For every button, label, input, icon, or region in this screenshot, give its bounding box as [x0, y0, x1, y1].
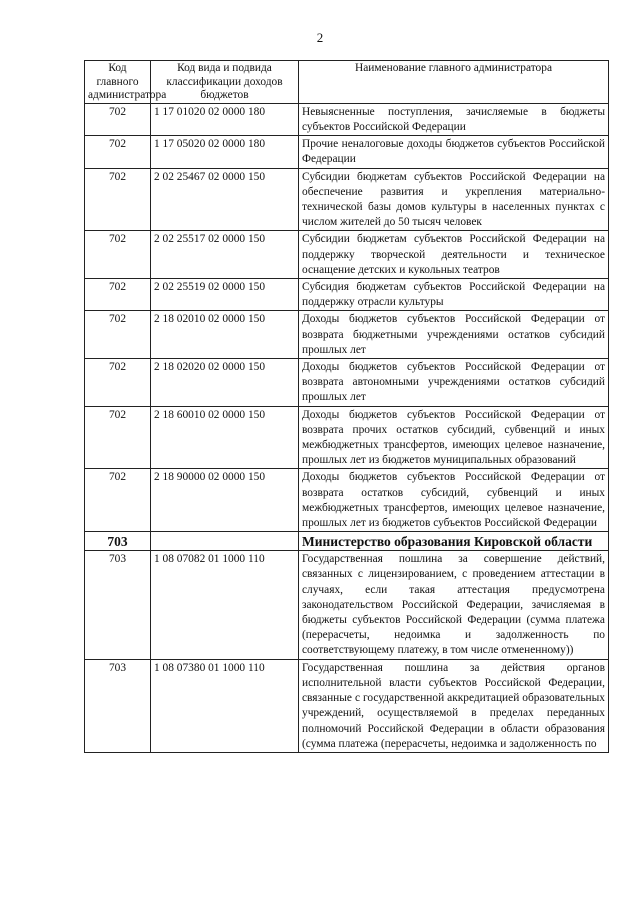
group-admin-name-cell: Министерство образования Кировской области	[299, 532, 609, 551]
table-row	[85, 469, 609, 532]
revenue-code-cell: 1 17 05020 02 0000 180	[151, 136, 299, 168]
admin-name-cell: Государственная пошлина за совершение действий, связанных с лицензированием, с проведением аттестации в случаях, если такая аттестация предусмотрена законодательством Российской Федерации, зачисляемая в бюджеты субъектов Российской Федерации (сумма платежа (перерасчеты, недоимка и задолженность по соответствующему платежу, в том числе отмененному))	[299, 551, 609, 659]
revenue-code-cell: 2 18 60010 02 0000 150	[151, 406, 299, 469]
revenue-code-cell: 2 18 02020 02 0000 150	[151, 359, 299, 407]
revenue-code-cell: 2 18 90000 02 0000 150	[151, 469, 299, 532]
admin-name-cell: Невыясненные поступления, зачисляемые в бюджеты субъектов Российской Федерации	[299, 103, 609, 135]
revenue-code-cell: 2 18 02010 02 0000 150	[151, 311, 299, 359]
header-admin-code: Код главного администратора	[85, 61, 151, 104]
revenue-code-cell: 1 08 07082 01 1000 110	[151, 551, 299, 659]
admin-name-cell: Субсидии бюджетам субъектов Российской Федерации на обеспечение развития и укрепления материально-технической базы домов культуры в населенных пунктах с числом жителей до 50 тысяч человек	[299, 168, 609, 231]
admin-code-cell: 702	[85, 311, 151, 359]
table-row	[85, 231, 609, 279]
table-row	[85, 103, 609, 135]
admin-name-cell: Государственная пошлина за действия органов исполнительной власти субъектов Российской Федерации, связанные с государственной аккредитацией образовательных учреждений, осуществляемой в пределах переданных полномочий Российской Федерации в области образования (сумма платежа (перерасчеты, недоимка и задолженность по	[299, 659, 609, 752]
revenue-code-cell: 1 08 07380 01 1000 110	[151, 659, 299, 752]
table-row	[85, 359, 609, 407]
admin-code-cell: 703	[85, 551, 151, 659]
admin-code-cell: 702	[85, 359, 151, 407]
header-admin-name: Наименование главного администратора	[299, 61, 609, 104]
table-row	[85, 279, 609, 311]
admin-name-cell: Субсидии бюджетам субъектов Российской Федерации на поддержку творческой деятельности и техническое оснащение детских и кукольных театров	[299, 231, 609, 279]
admin-code-cell: 702	[85, 103, 151, 135]
group-admin-code-cell: 703	[85, 532, 151, 551]
table-row	[85, 659, 609, 752]
admin-name-cell: Прочие неналоговые доходы бюджетов субъектов Российской Федерации	[299, 136, 609, 168]
admin-name-cell: Доходы бюджетов субъектов Российской Федерации от возврата бюджетными учреждениями остатков субсидий прошлых лет	[299, 311, 609, 359]
group-revenue-code-cell	[151, 532, 299, 551]
admin-code-cell: 702	[85, 279, 151, 311]
revenue-code-cell: 2 02 25517 02 0000 150	[151, 231, 299, 279]
header-revenue-code: Код вида и подвида классификации доходов бюджетов	[151, 61, 299, 104]
admin-code-cell: 702	[85, 168, 151, 231]
table-row	[85, 311, 609, 359]
admin-code-cell: 702	[85, 231, 151, 279]
admin-name-cell: Доходы бюджетов субъектов Российской Федерации от возврата прочих остатков субсидий, субвенций и иных межбюджетных трансфертов, имеющих целевое назначение, прошлых лет из бюджетов муниципальных образований	[299, 406, 609, 469]
table-row	[85, 406, 609, 469]
table-row	[85, 168, 609, 231]
revenue-code-cell: 2 02 25519 02 0000 150	[151, 279, 299, 311]
revenue-administrators-table	[84, 60, 609, 753]
revenue-code-cell: 1 17 01020 02 0000 180	[151, 103, 299, 135]
admin-name-cell: Доходы бюджетов субъектов Российской Федерации от возврата автономными учреждениями остатков субсидий прошлых лет	[299, 359, 609, 407]
table-header-row	[85, 61, 609, 104]
admin-code-cell: 702	[85, 406, 151, 469]
admin-code-cell: 702	[85, 136, 151, 168]
table-group-row	[85, 532, 609, 551]
table-row	[85, 136, 609, 168]
table-row	[85, 551, 609, 659]
revenue-code-cell: 2 02 25467 02 0000 150	[151, 168, 299, 231]
admin-name-cell: Субсидия бюджетам субъектов Российской Федерации на поддержку отрасли культуры	[299, 279, 609, 311]
page-number: 2	[316, 30, 324, 45]
admin-code-cell: 703	[85, 659, 151, 752]
admin-code-cell: 702	[85, 469, 151, 532]
admin-name-cell: Доходы бюджетов субъектов Российской Федерации от возврата остатков субсидий, субвенций и иных межбюджетных трансфертов, имеющих целевое назначение, прошлых лет из бюджетов субъектов Российской Федерации	[299, 469, 609, 532]
